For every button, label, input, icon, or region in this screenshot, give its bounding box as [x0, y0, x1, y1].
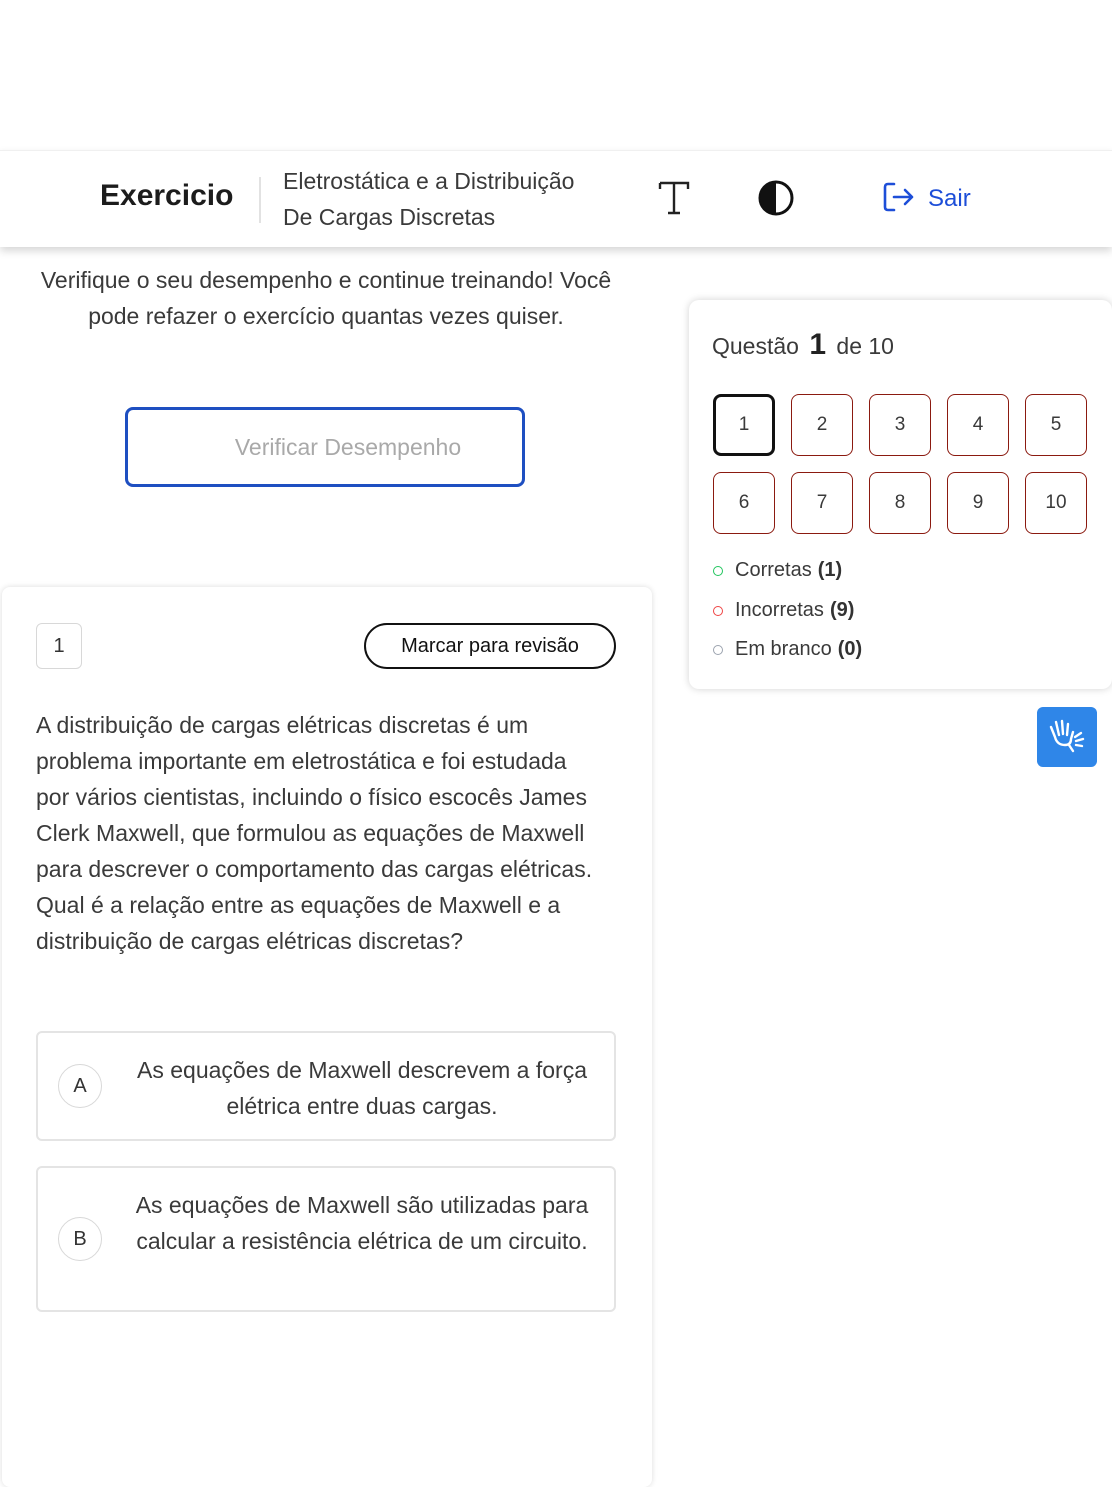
- exit-label: Sair: [928, 185, 971, 212]
- question-card: [2, 587, 652, 1487]
- current-question: 1: [809, 328, 827, 361]
- question-number-badge: 1: [36, 623, 82, 669]
- question-button-2[interactable]: 2: [791, 394, 853, 456]
- counter-suffix: de 10: [836, 333, 894, 359]
- legend-incorrect: [713, 599, 854, 622]
- exit-icon: [882, 180, 916, 219]
- question-button-4[interactable]: 4: [947, 394, 1009, 456]
- verify-performance-button[interactable]: Verificar Desempenho: [125, 407, 525, 487]
- sign-language-button[interactable]: [1037, 707, 1097, 767]
- exercise-subject: [283, 163, 623, 235]
- legend-count: (1): [817, 559, 843, 581]
- question-button-3[interactable]: 3: [869, 394, 931, 456]
- blank-dot-icon: [713, 645, 723, 655]
- incorrect-dot-icon: [713, 606, 723, 616]
- legend-blank: [713, 638, 862, 661]
- question-text: A distribuição de cargas elétricas discretas é um problema importante em eletrostática e foi estudada por vários cientistas, incluindo o físico escocês James Clerk Maxwell, que formulou as equações de Maxwell para descrever o comportamento das cargas elétricas. Qual é a relação entre as equações de Maxwell e a distribuição de cargas elétricas discretas?: [36, 712, 593, 954]
- legend-count: (0): [837, 638, 863, 660]
- question-button-5[interactable]: 5: [1025, 394, 1087, 456]
- question-button-1[interactable]: 1: [713, 394, 775, 456]
- sign-language-icon: [1047, 715, 1087, 760]
- contrast-icon[interactable]: [756, 178, 796, 218]
- subject-line-2: De Cargas Discretas: [283, 204, 496, 230]
- question-button-8[interactable]: 8: [869, 472, 931, 534]
- legend-label: Corretas: [735, 559, 812, 581]
- option-letter: A: [58, 1064, 102, 1108]
- option-text: As equações de Maxwell são utilizadas para calcular a resistência elétrica de um circuito.: [135, 1192, 589, 1254]
- page-title: Exercicio: [100, 179, 234, 212]
- legend-count: (9): [829, 599, 855, 621]
- answer-option-a[interactable]: [36, 1031, 616, 1141]
- question-button-6[interactable]: 6: [713, 472, 775, 534]
- header-divider: [259, 177, 261, 223]
- performance-intro-text: Verifique o seu desempenho e continue treinando! Você pode refazer o exercício quantas vezes quiser.: [40, 267, 612, 329]
- counter-prefix: Questão: [712, 333, 799, 359]
- question-button-9[interactable]: 9: [947, 472, 1009, 534]
- font-size-icon[interactable]: [654, 175, 694, 219]
- exit-button[interactable]: [882, 181, 971, 217]
- mark-for-review-button[interactable]: Marcar para revisão: [364, 623, 616, 669]
- legend-label: Em branco: [735, 638, 832, 660]
- legend-correct: [713, 559, 842, 582]
- question-button-7[interactable]: 7: [791, 472, 853, 534]
- top-header: [0, 150, 1112, 247]
- correct-dot-icon: [713, 566, 723, 576]
- legend-label: Incorretas: [735, 599, 824, 621]
- option-letter: B: [58, 1217, 102, 1261]
- subject-line-1: Eletrostática e a Distribuição: [283, 168, 575, 194]
- option-text: As equações de Maxwell descrevem a força elétrica entre duas cargas.: [137, 1057, 587, 1119]
- question-navigator: [689, 300, 1112, 689]
- question-counter: [712, 328, 894, 362]
- answer-option-b[interactable]: [36, 1166, 616, 1312]
- question-button-10[interactable]: 10: [1025, 472, 1087, 534]
